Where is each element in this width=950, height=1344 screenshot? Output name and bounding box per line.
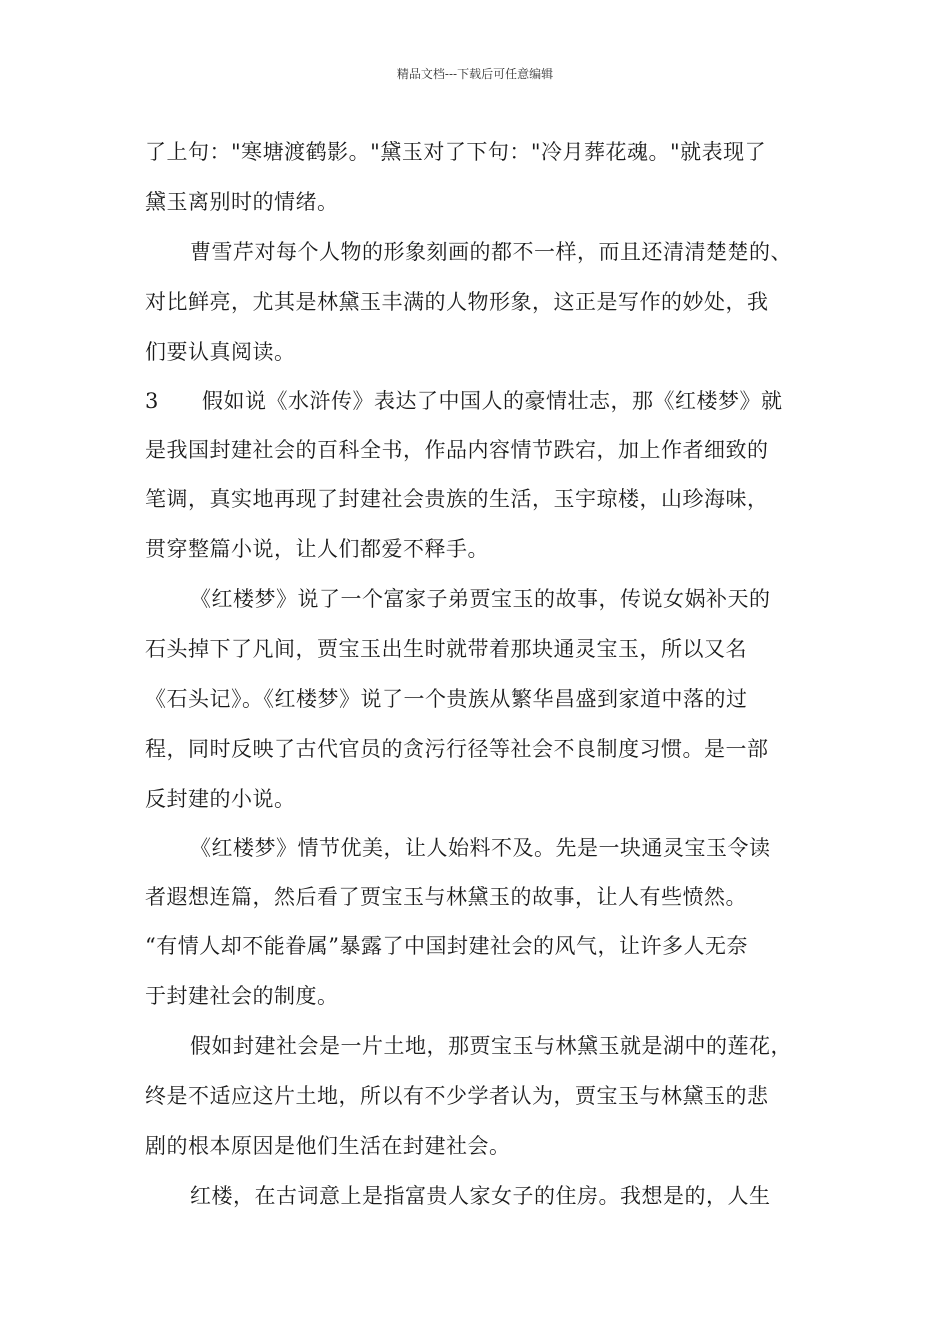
- paragraph-start: 《红楼梦》情节优美，让人始料不及。先是一块通灵宝玉令读: [190, 836, 771, 860]
- text-line: 于封建社会的制度。: [145, 984, 339, 1008]
- text-line: 贯穿整篇小说，让人们都爱不释手。: [145, 537, 489, 561]
- text-line: 剧的根本原因是他们生活在封建社会。: [145, 1134, 511, 1158]
- text-line: 终是不适应这片土地，所以有不少学者认为，贾宝玉与林黛玉的悲: [145, 1084, 769, 1108]
- paragraph-start: 假如封建社会是一片土地，那贾宝玉与林黛玉就是湖中的莲花，: [190, 1034, 792, 1058]
- numbered-paragraph-start: [145, 387, 783, 415]
- text-line: 程，同时反映了古代官员的贪污行径等社会不良制度习惯。是一部: [145, 737, 769, 761]
- paragraph-start: 曹雪芹对每个人物的形象刻画的都不一样，而且还清清楚楚的、: [190, 240, 792, 264]
- text-line: 对比鲜亮，尤其是林黛玉丰满的人物形象，这正是写作的妙处，我: [145, 290, 769, 314]
- text-line: 是我国封建社会的百科全书，作品内容情节跌宕，加上作者细致的: [145, 438, 769, 462]
- text-line: “有情人却不能眷属”暴露了中国封建社会的风气，让许多人无奈: [145, 934, 748, 958]
- text-line: 们要认真阅读。: [145, 340, 296, 364]
- text-line: 假如说《水浒传》表达了中国人的豪情壮志，那《红楼梦》就: [202, 389, 783, 413]
- text-line: 石头掉下了凡间，贾宝玉出生时就带着那块通灵宝玉，所以又名: [145, 637, 747, 661]
- page-header: 精品文档---下载后可任意编辑: [396, 67, 554, 81]
- text-line: 者遐想连篇，然后看了贾宝玉与林黛玉的故事，让人有些愤然。: [145, 885, 747, 909]
- text-line: 黛玉离别时的情绪。: [145, 190, 339, 214]
- paragraph-start: 红楼，在古词意上是指富贵人家女子的住房。我想是的，人生: [190, 1184, 771, 1208]
- text-line: 反封建的小说。: [145, 787, 296, 811]
- paragraph-start: 《红楼梦》说了一个富家子弟贾宝玉的故事，传说女娲补天的: [190, 587, 771, 611]
- section-number: 3: [145, 389, 159, 413]
- text-line: 了上句："寒塘渡鹤影。"黛玉对了下句："冷月葬花魂。"就表现了: [145, 140, 767, 164]
- text-line: 《石头记》。《红楼梦》说了一个贵族从繁华昌盛到家道中落的过: [145, 687, 748, 711]
- text-line: 笔调，真实地再现了封建社会贵族的生活，玉宇琼楼，山珍海味，: [145, 487, 769, 511]
